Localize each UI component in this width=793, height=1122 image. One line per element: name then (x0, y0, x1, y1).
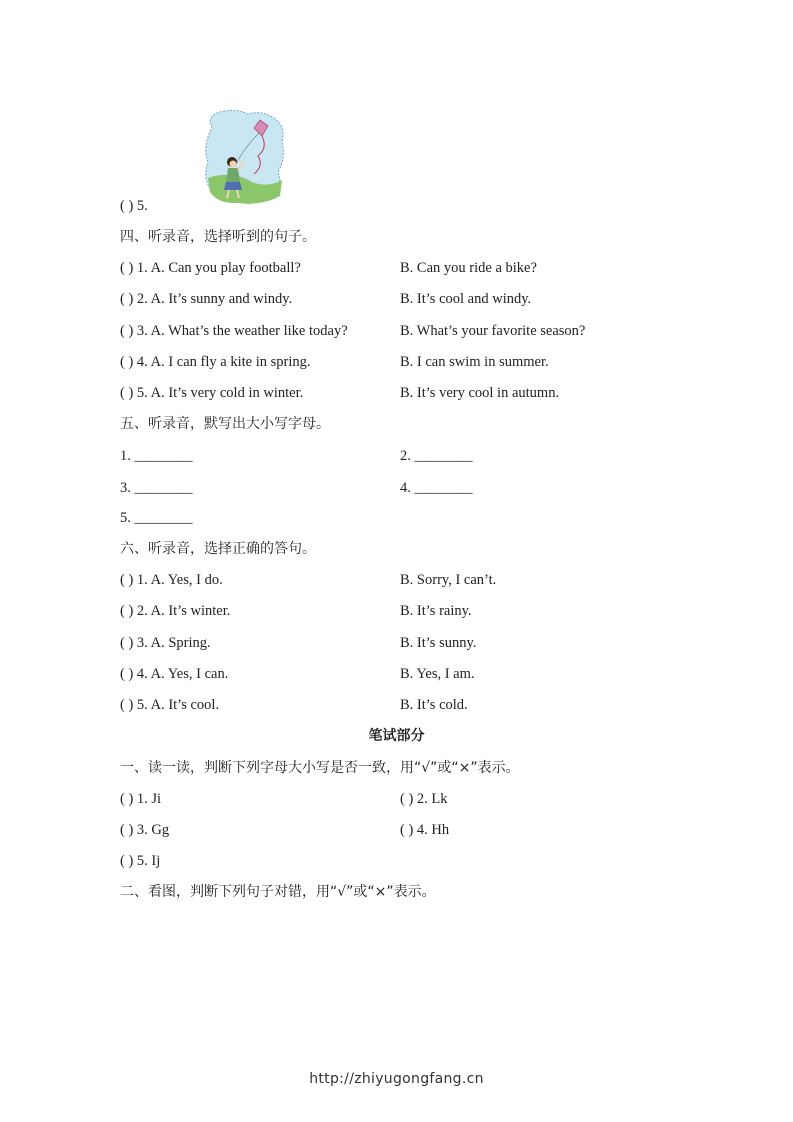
s6-item-3-b: B. It’s sunny. (400, 635, 477, 651)
s4-item-5-a: ( ) 5. A. It’s very cold in winter. (120, 385, 304, 401)
written-section-2-title: 二、看图，判断下列句子对错，用“√”或“×”表示。 (120, 884, 436, 900)
s5-blank-5: 5. ________ (120, 510, 193, 526)
s4-item-3-b: B. What’s your favorite season? (400, 323, 586, 339)
s6-item-4-a: ( ) 4. A. Yes, I can. (120, 666, 229, 682)
s4-item-2-a: ( ) 2. A. It’s sunny and windy. (120, 291, 293, 307)
s5-blank-2: 2. ________ (400, 448, 473, 464)
girl-flying-kite-illustration (202, 108, 286, 206)
s5-blank-1: 1. ________ (120, 448, 193, 464)
w1-item-3: ( ) 3. Gg (120, 822, 170, 838)
s5-blank-3: 3. ________ (120, 480, 193, 496)
w1-item-4: ( ) 4. Hh (400, 822, 450, 838)
w1-item-2: ( ) 2. Lk (400, 791, 448, 807)
s6-item-5-b: B. It’s cold. (400, 697, 468, 713)
s6-item-2-b: B. It’s rainy. (400, 603, 472, 619)
s6-item-1-a: ( ) 1. A. Yes, I do. (120, 572, 223, 588)
item-five-top: ( ) 5. (120, 198, 148, 214)
s4-item-1-a: ( ) 1. A. Can you play football? (120, 260, 301, 276)
s4-item-4-b: B. I can swim in summer. (400, 354, 549, 370)
section-6-title: 六、听录音，选择正确的答句。 (120, 541, 316, 557)
written-part-title: 笔试部分 (368, 728, 425, 744)
section-4-title: 四、听录音，选择听到的句子。 (120, 229, 316, 245)
s6-item-5-a: ( ) 5. A. It’s cool. (120, 697, 220, 713)
s6-item-3-a: ( ) 3. A. Spring. (120, 635, 211, 651)
w1-item-1: ( ) 1. Ji (120, 791, 162, 807)
s6-item-4-b: B. Yes, I am. (400, 666, 475, 682)
s4-item-1-b: B. Can you ride a bike? (400, 260, 537, 276)
s4-item-2-b: B. It’s cool and windy. (400, 291, 532, 307)
s4-item-5-b: B. It’s very cool in autumn. (400, 385, 560, 401)
s4-item-4-a: ( ) 4. A. I can fly a kite in spring. (120, 354, 311, 370)
section-5-title: 五、听录音，默写出大小写字母。 (120, 416, 330, 432)
footer-url: http://zhiyugongfang.cn (309, 1071, 484, 1087)
s4-item-3-a: ( ) 3. A. What’s the weather like today? (120, 323, 348, 339)
written-section-1-title: 一、读一读，判断下列字母大小写是否一致，用“√”或“×”表示。 (120, 760, 520, 776)
s6-item-1-b: B. Sorry, I can’t. (400, 572, 497, 588)
w1-item-5: ( ) 5. Ij (120, 853, 161, 869)
s5-blank-4: 4. ________ (400, 480, 473, 496)
s6-item-2-a: ( ) 2. A. It’s winter. (120, 603, 231, 619)
